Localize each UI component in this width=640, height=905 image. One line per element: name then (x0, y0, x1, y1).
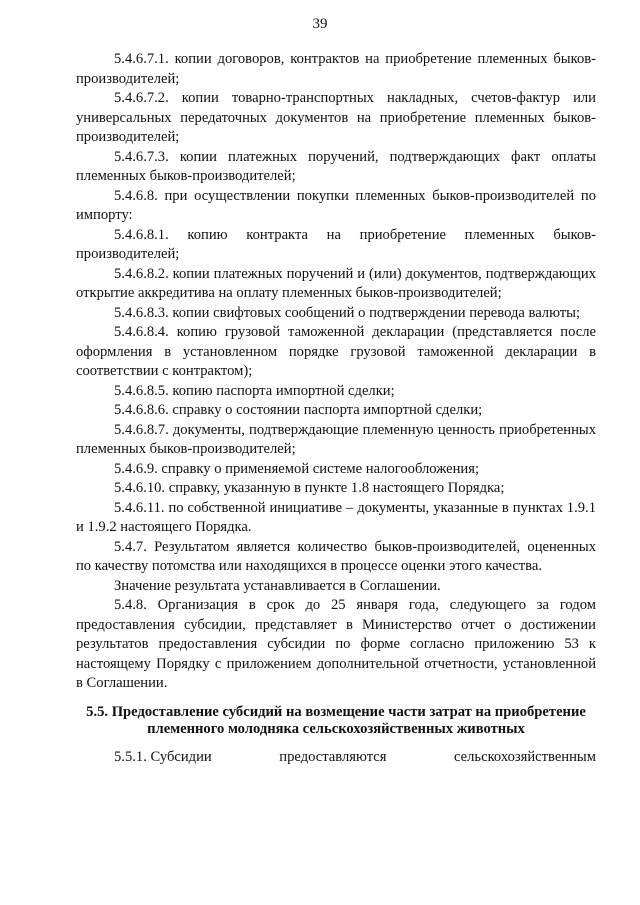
paragraph-5-5-1 (76, 748, 596, 768)
section-heading-5-5 (76, 704, 596, 738)
paragraph-5-4-6-8-5: 5.4.6.8.5. копию паспорта импортной сделки; (114, 382, 395, 399)
paragraph-5-4-6-7-3: 5.4.6.7.3. копии платежных поручений, подтверждающих факт оплаты племенных быков-производителей; (76, 148, 596, 184)
section-heading-line-1: 5.5. Предоставление субсидий на возмещение части затрат на приобретение (86, 703, 586, 720)
paragraph-5-4-6-8-7: 5.4.6.8.7. документы, подтверждающие племенную ценность приобретенных племенных быков-производителей; (76, 421, 596, 457)
paragraph-5-4-6-7-1: 5.4.6.7.1. копии договоров, контрактов на приобретение племенных быков-производителей; (76, 51, 596, 87)
paragraph-5-4-6-10: 5.4.6.10. справку, указанную в пункте 1.8 настоящего Порядка; (114, 480, 505, 496)
paragraph-5-4-6-11: 5.4.6.11. по собственной инициативе – документы, указанные в пунктах 1.9.1 и 1.9.2 настоящего Порядка. (76, 499, 596, 535)
paragraph-5-5-1-word-3: сельскохозяйственным (454, 748, 596, 765)
page-number: 39 (312, 16, 328, 32)
paragraph-5-4-6-8-2: 5.4.6.8.2. копии платежных поручений и (или) документов, подтверждающих открытие аккредитива на оплату племенных быков-производителей; (76, 265, 596, 301)
paragraph-5-4-7: 5.4.7. Результатом является количество быков-производителей, оцененных по качеству потомства или находящихся в процессе оценки этого качества. (76, 538, 596, 574)
paragraph-5-4-6-8-1: 5.4.6.8.1. копию контракта на приобретение племенных быков-производителей; (76, 226, 596, 262)
paragraph-5-4-6-8: 5.4.6.8. при осуществлении покупки племенных быков-производителей по импорту: (76, 187, 596, 223)
paragraph-5-4-6-9: 5.4.6.9. справку о применяемой системе налогообложения; (114, 460, 479, 477)
paragraph-5-4-6-7-2: 5.4.6.7.2. копии товарно-транспортных накладных, счетов-фактур или универсальных передаточных документов на приобретение племенных быков-производителей; (76, 90, 596, 145)
paragraph-5-4-6-8-3: 5.4.6.8.3. копии свифтовых сообщений о подтверждении перевода валюты; (114, 304, 581, 321)
paragraph-5-4-6-8-6: 5.4.6.8.6. справку о состоянии паспорта импортной сделки; (114, 402, 483, 418)
paragraph-5-4-6-8-4: 5.4.6.8.4. копию грузовой таможенной декларации (представляется после оформления в установленном порядке грузовой таможенной декларации в соответствии с контрактом); (76, 324, 596, 379)
section-heading-line-2: племенного молодняка сельскохозяйственных животных (147, 720, 525, 737)
paragraph-result-value: Значение результата устанавливается в Соглашении. (114, 577, 441, 594)
paragraph-5-5-1-word-1: 5.5.1. Субсидии (114, 748, 212, 765)
paragraph-5-4-8: 5.4.8. Организация в срок до 25 января года, следующего за годом предоставления субсидии, представляет в Министерство отчет о достижении результатов предоставления субсидии по форме согласно приложению 53 к настоящему Порядку с приложением дополнительной отчетности, установленной в Соглашении. (76, 597, 596, 691)
paragraph-5-5-1-word-2: предоставляются (279, 748, 387, 765)
document-body (76, 50, 596, 767)
